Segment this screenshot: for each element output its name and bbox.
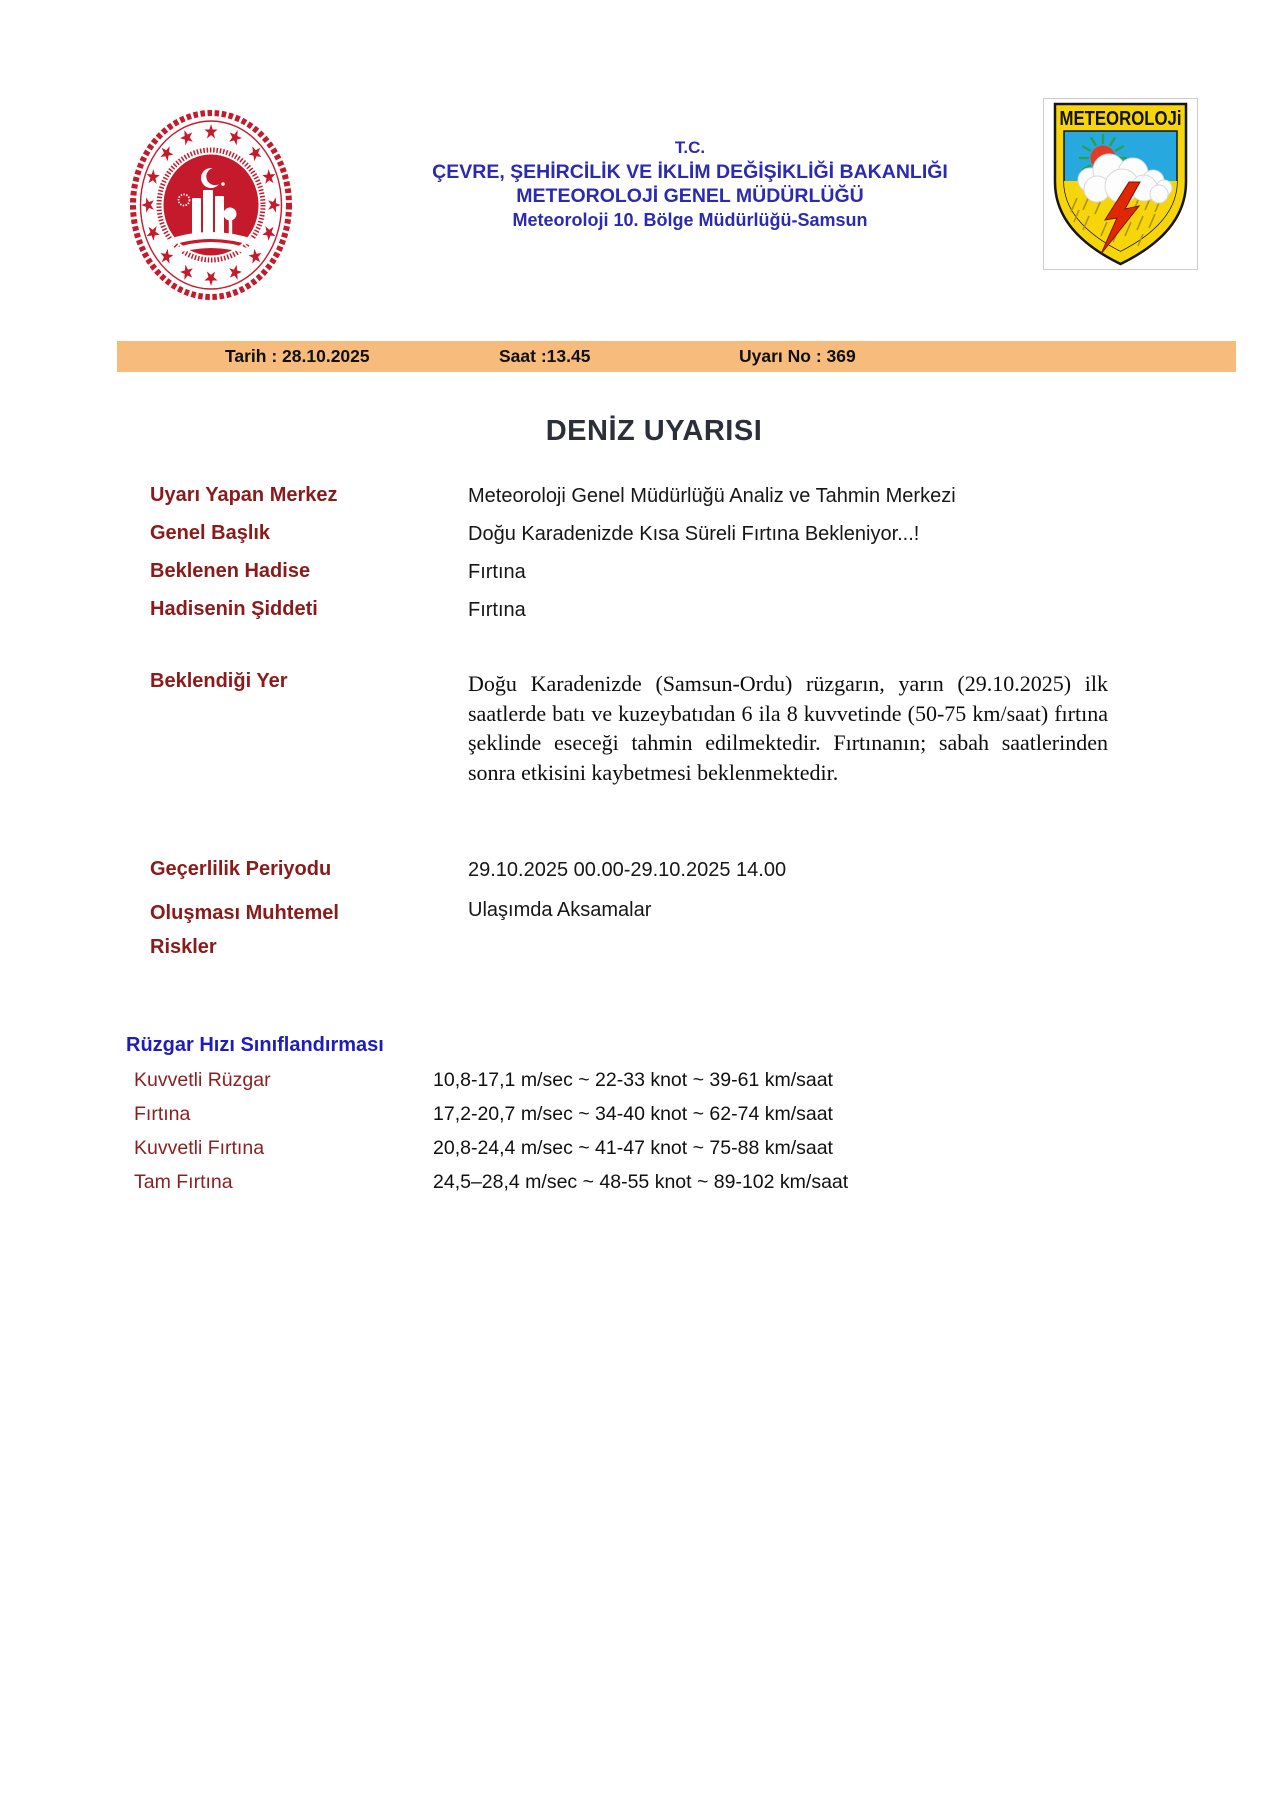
wind-class-label: Kuvvetli Fırtına (134, 1137, 265, 1159)
field-value: Doğu Karadenizde Kısa Süreli Fırtına Bekleniyor...! (468, 523, 920, 545)
wind-class-label: Fırtına (134, 1103, 191, 1125)
field-label: Uyarı Yapan Merkez (150, 484, 338, 506)
field-value-paragraph: Doğu Karadenizde (Samsun-Ordu) rüzgarın, yarın (29.10.2025) ilk saatlerde batı ve kuzeybatıdan 6 ila 8 kuvvetinde (50-75 km/saat) fırtına şeklinde eseceği tahmin edilmektedir. Fırtınanın; sabah saatlerinden sonra etkisini kaybetmesi beklenmektedir. (468, 671, 1108, 785)
wind-class-label: Kuvvetli Rüzgar (134, 1069, 271, 1091)
field-label: Oluşması Muhtemel Riskler (150, 902, 339, 958)
letterhead-line-directorate: METEOROLOJİ GENEL MÜDÜRLÜĞÜ (516, 185, 864, 207)
meteorology-shield-logo (1043, 98, 1198, 270)
met-logo-title: METEOROLOJi (1059, 108, 1182, 130)
field-value: Meteoroloji Genel Müdürlüğü Analiz ve Tahmin Merkezi (468, 485, 956, 507)
wind-class-label: Tam Fırtına (134, 1171, 233, 1193)
wind-class-value: 20,8-24,4 m/sec ~ 41-47 knot ~ 75-88 km/saat (433, 1137, 833, 1159)
time-label: Saat :13.45 (499, 346, 591, 366)
letterhead-line-tc: T.C. (674, 138, 706, 157)
meteorology-shield-icon (1043, 98, 1198, 270)
field-value: Ulaşımda Aksamalar (468, 899, 652, 921)
wind-classification-title: Rüzgar Hızı Sınıflandırması (126, 1034, 384, 1056)
ministry-emblem-logo (128, 108, 294, 302)
field-label: Beklendiği Yer (150, 670, 288, 692)
field-value: Fırtına (468, 561, 526, 583)
letterhead-line-ministry: ÇEVRE, ŞEHİRCİLİK VE İKLİM DEĞİŞİKLİĞİ BAKANLIĞI (432, 161, 948, 183)
field-label: Beklenen Hadise (150, 560, 311, 582)
wind-class-value: 10,8-17,1 m/sec ~ 22-33 knot ~ 39-61 km/saat (433, 1069, 833, 1091)
field-value: Fırtına (468, 599, 526, 621)
wind-class-value: 17,2-20,7 m/sec ~ 34-40 knot ~ 62-74 km/saat (433, 1103, 833, 1125)
wind-class-value: 24,5–28,4 m/sec ~ 48-55 knot ~ 89-102 km/saat (433, 1171, 849, 1193)
field-label: Genel Başlık (150, 522, 271, 544)
page-title: DENİZ UYARISI (545, 415, 763, 447)
letterhead-line-region: Meteoroloji 10. Bölge Müdürlüğü-Samsun (512, 210, 868, 230)
info-bar (117, 341, 1236, 372)
field-label: Hadisenin Şiddeti (150, 598, 318, 620)
date-label: Tarih : 28.10.2025 (225, 346, 370, 366)
ministry-emblem-icon (128, 108, 294, 302)
field-label: Geçerlilik Periyodu (150, 858, 332, 880)
field-value: 29.10.2025 00.00-29.10.2025 14.00 (468, 859, 787, 881)
letterhead (350, 136, 1030, 232)
warning-number-label: Uyarı No : 369 (739, 346, 856, 366)
